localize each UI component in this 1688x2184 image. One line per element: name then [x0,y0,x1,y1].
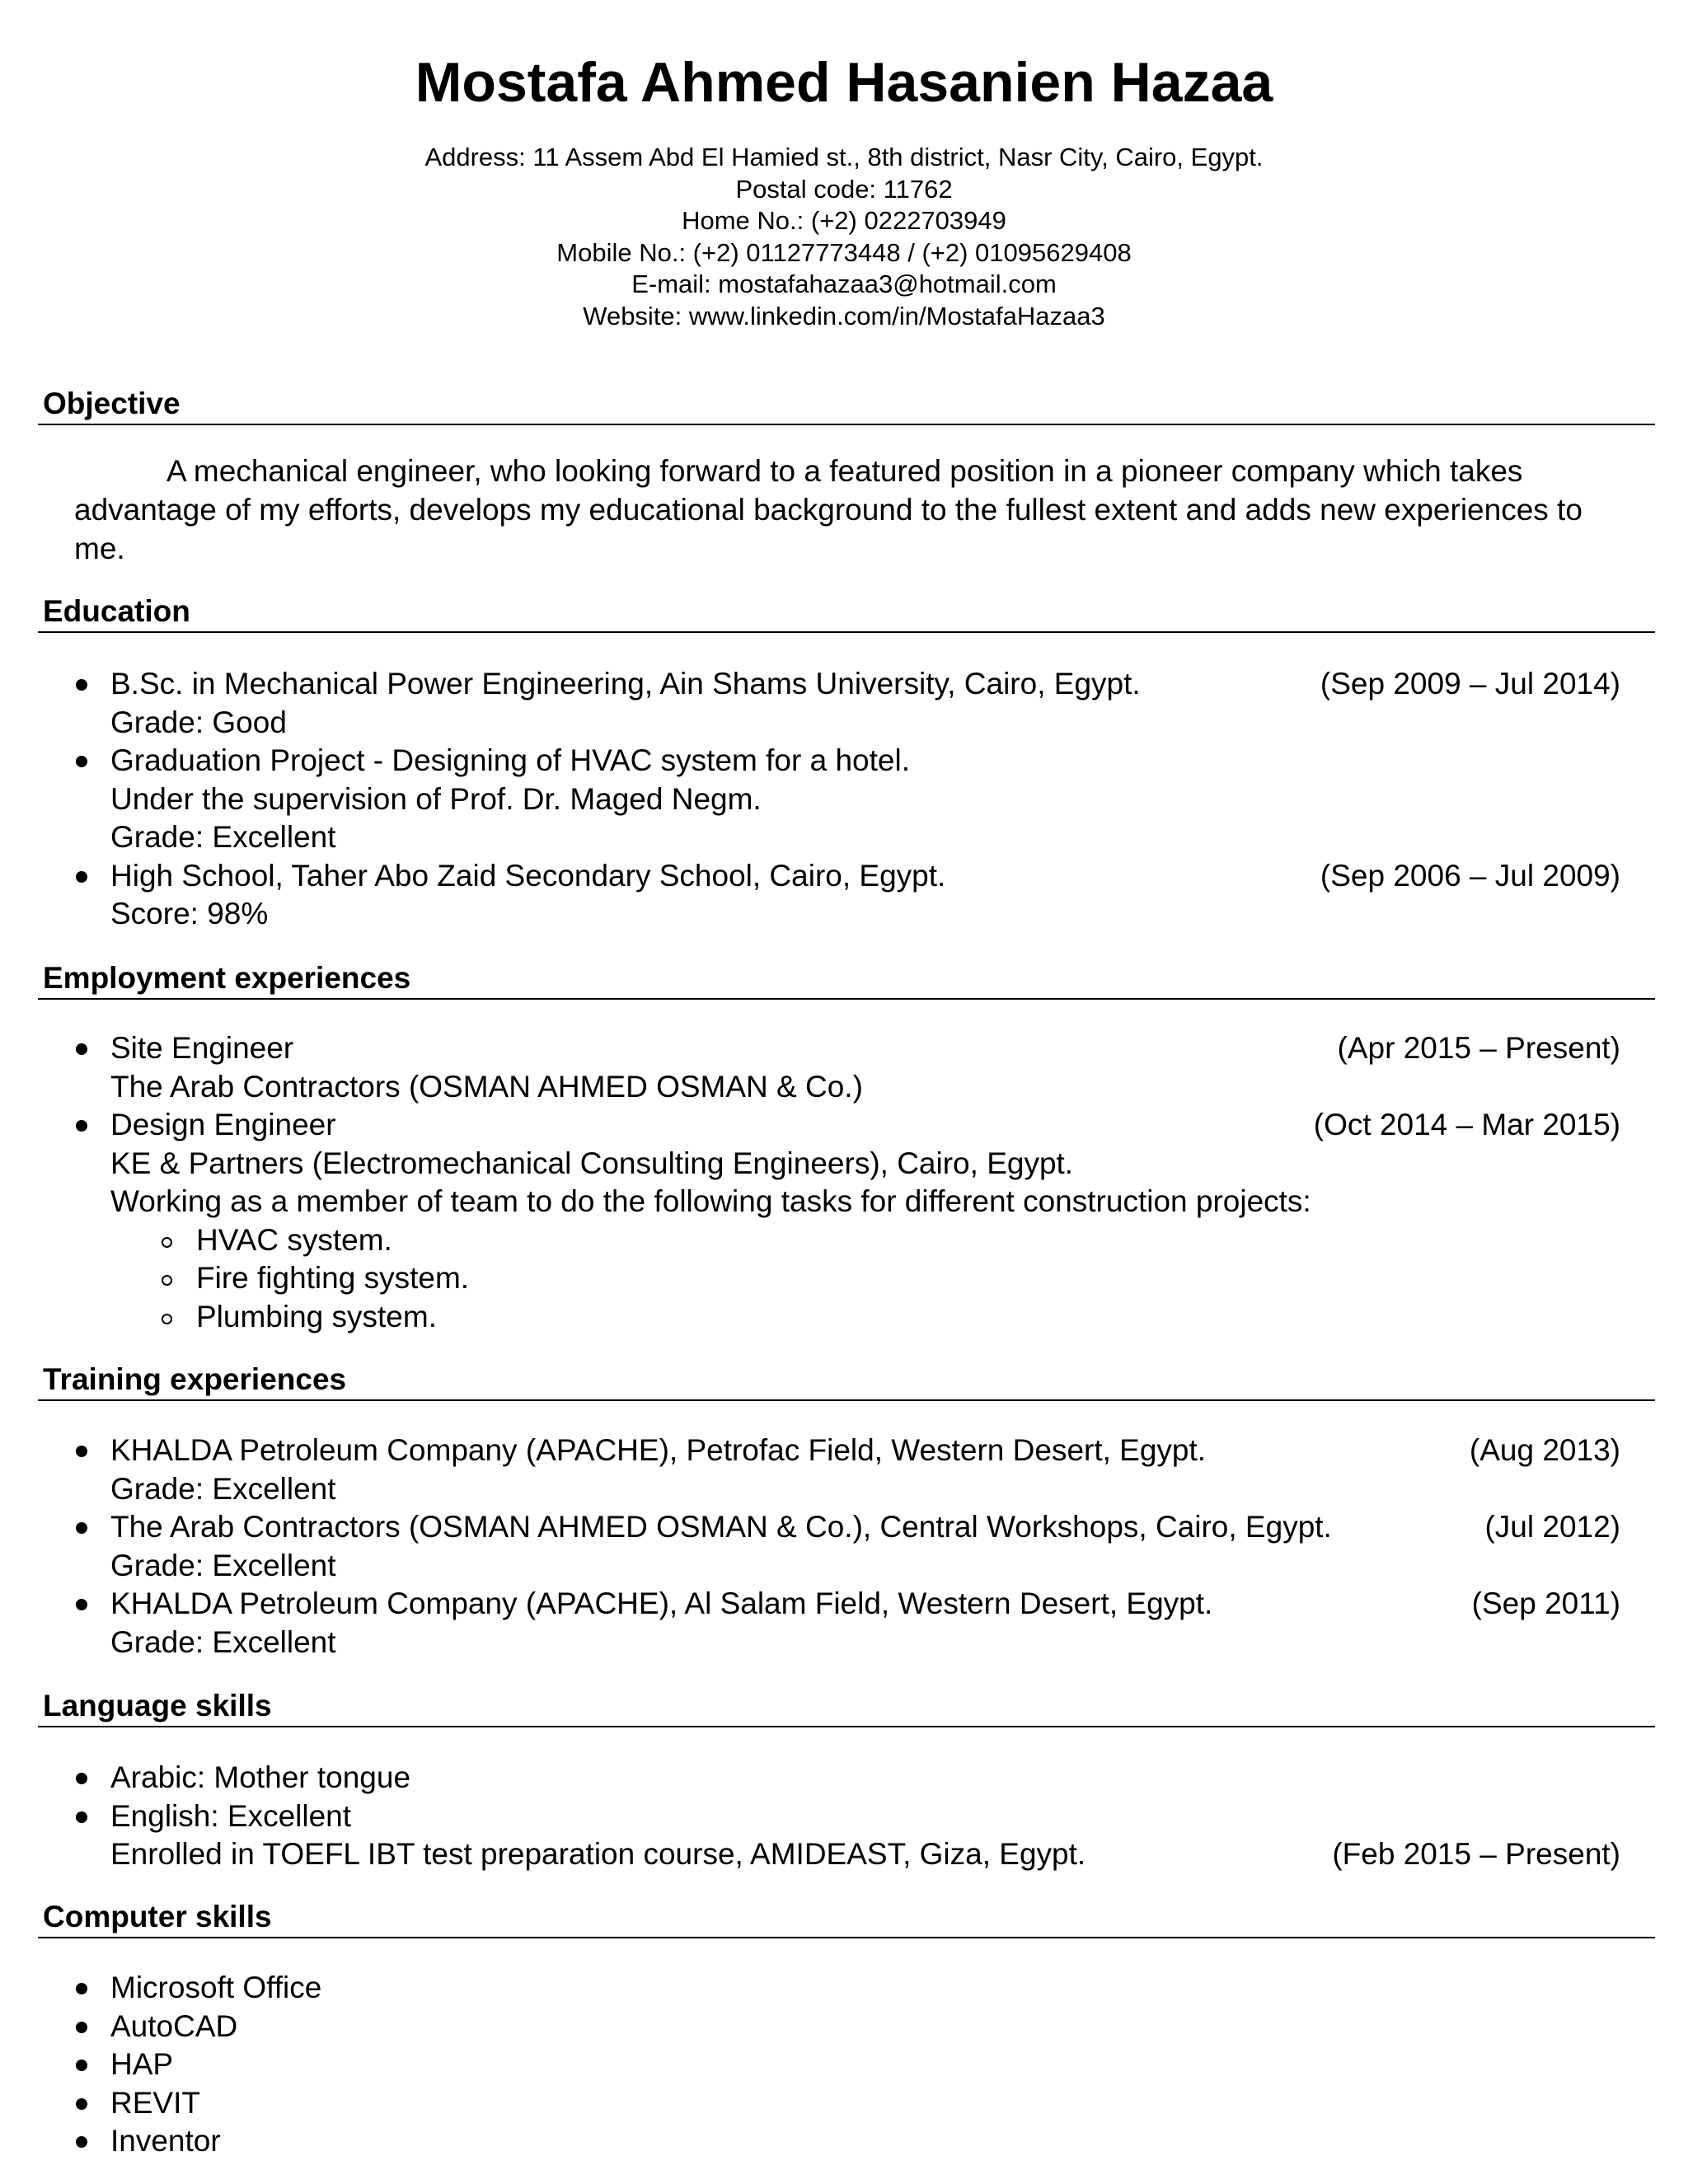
employment-item: Design Engineer [110,1108,336,1141]
language-item: English: Excellent [110,1798,352,1833]
language-item: Arabic: Mother tongue [110,1760,411,1794]
education-heading: Education [43,594,190,628]
computer-skill-item: REVIT [110,2085,200,2120]
computer-skill-item: AutoCAD [110,2008,238,2043]
training-heading: Training experiences [43,1362,347,1396]
sub-bullet-icon [162,1275,172,1286]
section-divider [38,1399,1655,1401]
computer-heading: Computer skills [43,1900,272,1933]
bullet-icon [76,756,87,767]
employment-item: Site Engineer [110,1031,294,1065]
training-item: KHALDA Petroleum Company (APACHE), Petrofac Field, Western Desert, Egypt. [110,1433,1207,1467]
section-divider [38,1937,1655,1938]
education-item: Graduation Project - Designing of HVAC system for a hotel. [110,743,910,777]
date-range: (Sep 2009 – Jul 2014) [1320,667,1620,701]
objective-text: A mechanical engineer, who looking forward to a featured position in a pioneer company which takes advantage of my efforts, develops my educational background to the fullest extent and adds new experiences to me. [74,454,1582,565]
employment-heading: Employment experiences [43,961,411,995]
employment-item-detail: The Arab Contractors (OSMAN AHMED OSMAN & Co.) [110,1069,863,1104]
training-item: KHALDA Petroleum Company (APACHE), Al Salam Field, Western Desert, Egypt. [110,1586,1213,1620]
bullet-icon [76,2022,87,2033]
bullet-icon [76,1446,87,1457]
bullet-icon [76,1522,87,1534]
bullet-icon [76,1599,87,1610]
task-item: Plumbing system. [196,1299,437,1333]
date-range: (Oct 2014 – Mar 2015) [1313,1108,1620,1141]
employment-item-detail: Working as a member of team to do the following tasks for different construction projects: [110,1184,1311,1218]
address-line: Address: 11 Assem Abd El Hamied st., 8th district, Nasr City, Cairo, Egypt. [424,143,1264,171]
applicant-name: Mostafa Ahmed Hasanien Hazaa [415,51,1273,114]
training-item: The Arab Contractors (OSMAN AHMED OSMAN & Co.), Central Workshops, Cairo, Egypt. [110,1510,1332,1544]
employment-item-detail: KE & Partners (Electromechanical Consulting Engineers), Cairo, Egypt. [110,1146,1074,1180]
date-range: (Jul 2012) [1484,1510,1620,1544]
language-item-detail: Enrolled in TOEFL IBT test preparation course, AMIDEAST, Giza, Egypt. [110,1837,1086,1871]
home-phone-line: Home No.: (+2) 0222703949 [682,206,1006,236]
computer-skill-item: Inventor [110,2124,221,2158]
postal-code-line: Postal code: 11762 [735,174,953,204]
training-item-detail: Grade: Excellent [110,1624,336,1659]
bullet-icon [76,679,87,691]
contact-block [0,142,1688,333]
section-divider [38,424,1655,425]
education-item-detail: Grade: Good [110,705,287,739]
training-item-detail: Grade: Excellent [110,1548,336,1582]
task-item: HVAC system. [196,1222,392,1257]
date-range: (Sep 2006 – Jul 2009) [1320,858,1620,893]
bullet-icon [76,871,87,883]
language-heading: Language skills [43,1689,272,1722]
objective-heading: Objective [43,387,181,420]
bullet-icon [76,1043,87,1055]
bullet-icon [76,1120,87,1132]
computer-skill-item: HAP [110,2047,174,2081]
date-range: (Feb 2015 – Present) [1332,1837,1620,1871]
bullet-icon [76,1773,87,1784]
section-divider [38,631,1655,633]
education-item-detail: Score: 98% [110,897,269,930]
email-line: E-mail: mostafahazaa3@hotmail.com [631,269,1057,299]
date-range: (Apr 2015 – Present) [1337,1031,1620,1065]
date-range: (Aug 2013) [1469,1433,1620,1467]
education-item: B.Sc. in Mechanical Power Engineering, Ain Shams University, Cairo, Egypt. [110,667,1141,701]
sub-bullet-icon [162,1314,172,1324]
mobile-phone-line: Mobile No.: (+2) 01127773448 / (+2) 01095629408 [556,237,1132,267]
task-item: Fire fighting system. [196,1261,470,1295]
computer-skill-item: Microsoft Office [110,1971,322,2004]
bullet-icon [76,2060,87,2071]
bullet-icon [76,1811,87,1823]
bullet-icon [76,2098,87,2110]
date-range: (Sep 2011) [1471,1586,1620,1620]
section-divider [38,998,1655,1000]
bullet-icon [76,2136,87,2148]
education-item-detail: Grade: Excellent [110,820,336,854]
education-item: High School, Taher Abo Zaid Secondary School, Cairo, Egypt. [110,858,946,893]
sub-bullet-icon [162,1237,172,1248]
training-item-detail: Grade: Excellent [110,1471,336,1506]
bullet-icon [76,1983,87,1994]
section-divider [38,1726,1655,1727]
website-line: Website: www.linkedin.com/in/MostafaHazaa3 [583,301,1105,330]
education-item-detail: Under the supervision of Prof. Dr. Maged Negm. [110,781,762,816]
